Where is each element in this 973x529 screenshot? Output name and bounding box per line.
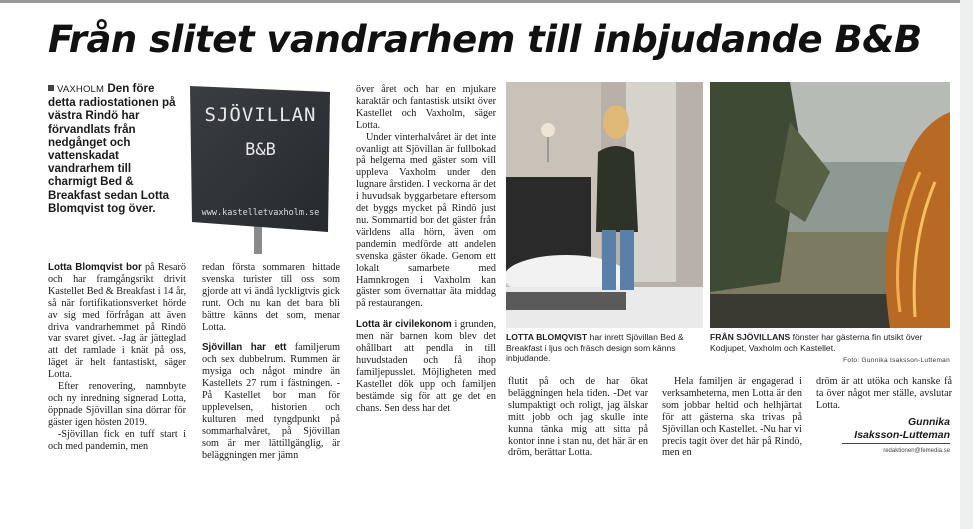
- sign-text-line2: B&B: [245, 140, 276, 160]
- kicker: Lotta är civilekonom: [356, 319, 452, 331]
- caption-lead: LOTTA BLOMQVIST: [506, 332, 588, 342]
- column-4: [508, 376, 648, 459]
- top-rule: [0, 0, 960, 3]
- sign-photo: [188, 82, 333, 254]
- column-5: [662, 376, 802, 459]
- lead-text: Den före detta radiostationen på västra Rindö har förvandlats från nedgånget och vattenskadat vandrarhem till charmigt Bed & Breakfast sedan Lotta Blomqvist tog över.: [48, 82, 176, 215]
- paragraph: dröm är att utöka och kanske få ta över något mer ställe, avslutar Lotta.: [816, 376, 952, 411]
- sign-url: www.kastelletvaxholm.se: [201, 208, 320, 218]
- paragraph: Efter renovering, namnbyte och ny inredning signerad Lotta, öppnade Sjövillan sina dörrar för gäster igen hösten 2019.: [48, 381, 186, 428]
- photo-credit: Foto: Gunnika Isaksson-Lutteman: [843, 357, 950, 364]
- article-headline: Från slitet vandrarhem till inbjudande B&B: [48, 18, 922, 61]
- byline-name2: Isaksson-Lutteman: [854, 429, 950, 441]
- paragraph: familjerum och sex dubbelrum. Rummen är mysiga och något mindre än Kastellets 27 rum i fästningen. -På Kastellet bor man för upplevelsen, historien och kulturen med tyngdpunkt på sommarhalvåret, på Sjövillan som är mer lättillgänglig, är beläggningen mer jämn: [202, 342, 341, 461]
- caption-text: har inrett Sjövillan Bed & Breakfast i ljus och fräsch design som känns inbjudande.: [506, 332, 684, 364]
- caption-view: [710, 332, 952, 353]
- bullet-square-icon: [48, 85, 54, 91]
- paragraph: Hela familjen är engagerad i verksamheterna, men Lotta är den som jobbar heltid och helhjärtat för att gästerna ska trivas på Sjövillan och Kastellet. -Nu har vi precis tagit över det här på Rindö, men en: [662, 376, 802, 459]
- paragraph: Under vinterhalvåret är det inte ovanligt att Sjövillan är fullbokad på helgerna med gäster som vill uppleva Vaxholm under den lugnare årstiden. I veckorna är det i huvudsak byggarbetare eftersom det byggs mycket på Rindö just nu. Sommartid bor det gäster från världens alla hörn, även om pandemin medförde att andelen svenska gäster ökade. Genom ett lokalt samarbete med Hamnkrogen i Vaxholm kan gäster som övernattar äta middag på restaurangen.: [356, 131, 496, 310]
- kicker: Sjövillan har ett: [202, 342, 287, 354]
- byline: [818, 416, 950, 442]
- lead-paragraph: [48, 82, 180, 215]
- lotta-photo: [506, 82, 703, 328]
- caption-lead: FRÅN SJÖVILLANS: [710, 332, 791, 342]
- paragraph: på Resarö och har framgångsrikt drivit Kastellet Bed & Breakfast i 14 år, så när fortifikationsverket hörde av sig med förfrågan att även driva vandrarhemmet på Rindö var svaret givet. -Jag är jätteglad att det ramlade i knät på oss, läget är helt fantastiskt, säger Lotta.: [48, 262, 187, 381]
- paragraph: över året och har en mjukare karaktär och fantastisk utsikt över Kastellet och Vaxholm, säger Lotta.: [356, 84, 496, 131]
- kicker: Lotta Blomqvist bor: [48, 262, 142, 273]
- byline-email: redaktionen@femedia.se: [883, 448, 950, 454]
- byline-rule: [842, 443, 950, 444]
- caption-lotta: [506, 332, 696, 364]
- view-photo: [710, 82, 950, 328]
- column-2: [202, 262, 340, 462]
- scroll-edge: [960, 0, 973, 529]
- dateline: VAXHOLM: [57, 84, 105, 95]
- paragraph: -Sjövillan fick en tuff start i och med pandemin, men: [48, 428, 186, 452]
- paragraph: i grunden, men när barnen kom blev det ohållbart att pendla in till huvudstaden och få ihop familjepusslet. Möjligheten med Kastellet dök upp och familjen bestämde sig för att ge det en chans. Sen dess har det: [356, 319, 496, 414]
- byline-name1: Gunnika: [907, 416, 950, 428]
- caption-text: fönster har gästerna fin utsikt över Kodjupet, Vaxholm och Kastellet.: [710, 332, 923, 353]
- column-3: [356, 84, 496, 414]
- paragraph: flutit på och de har ökat beläggningen hela tiden. -Det var slumpaktigt och roligt, jag älskar mitt jobb och jag skulle inte kunna tänka mig att sitta på kontor inne i stan nu, det här är en dröm, berättar Lotta.: [508, 376, 648, 459]
- sign-text-line1: SJÖVILLAN: [204, 104, 317, 126]
- paragraph: redan första sommaren hittade svenska turister till oss som gjorde att vi ändå lyckligtvis gick runt. Och nu kan det bara bli bättre känns det som, menar Lotta.: [202, 262, 340, 333]
- column-6: [816, 376, 952, 412]
- column-1: [48, 262, 186, 453]
